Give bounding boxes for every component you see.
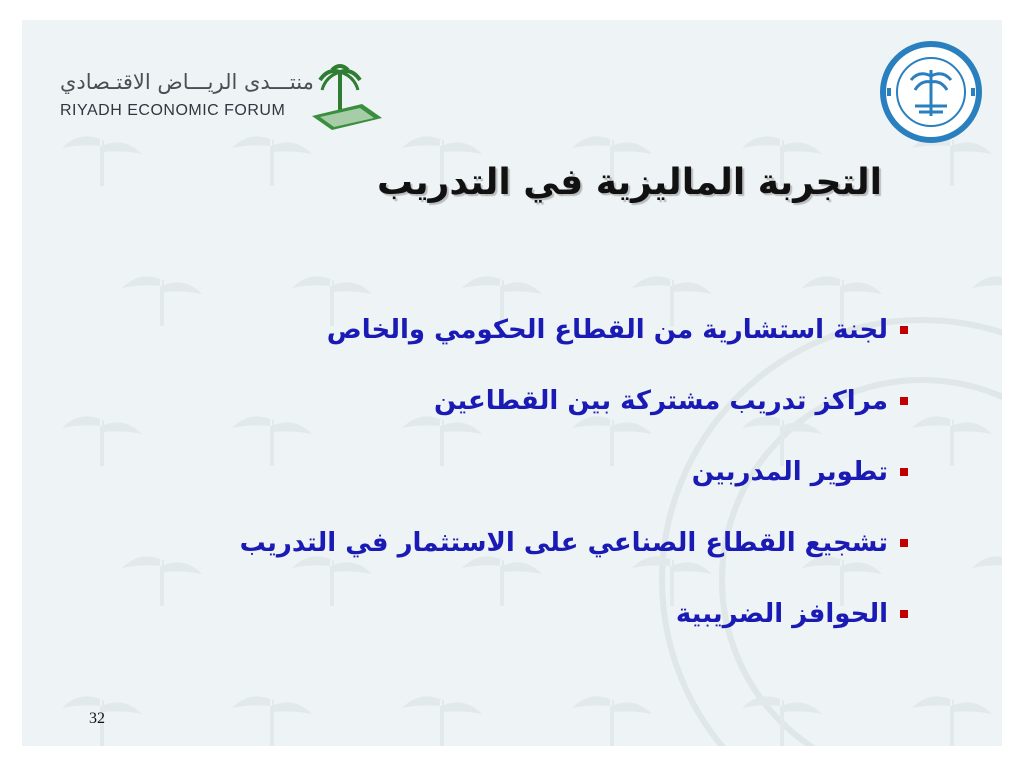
watermark-palm: [972, 556, 1002, 606]
square-bullet-icon: [900, 539, 908, 547]
bullet-text: مراكز تدريب مشتركة بين القطاعين: [434, 386, 888, 416]
watermark-palm: [62, 136, 142, 186]
watermark-palm: [232, 136, 312, 186]
chamber-seal-icon: [879, 40, 983, 144]
watermark-palm: [912, 416, 992, 466]
watermark-palm: [742, 696, 822, 746]
page-number: 32: [89, 710, 105, 727]
square-bullet-icon: [900, 610, 908, 618]
slide-frame: [22, 20, 1002, 746]
palm-tree-icon: [302, 60, 388, 132]
watermark-palm: [402, 696, 482, 746]
square-bullet-icon: [900, 397, 908, 405]
watermark-palm: [122, 276, 202, 326]
bullet-text: الحوافز الضريبية: [675, 599, 888, 629]
square-bullet-icon: [900, 326, 908, 334]
list-item: [240, 457, 908, 487]
forum-name-arabic: منتـــدى الريـــاض الاقتـصادي: [60, 70, 314, 94]
forum-name-english: RIYADH ECONOMIC FORUM: [60, 102, 286, 119]
slide-title: التجربة الماليزية في التدريب: [376, 162, 882, 203]
bullet-text: تشجيع القطاع الصناعي على الاستثمار في التدريب: [239, 528, 888, 558]
watermark-palm: [62, 416, 142, 466]
list-item: [240, 528, 908, 558]
list-item: [240, 315, 908, 345]
list-item: [240, 386, 908, 416]
bullet-text: تطوير المدربين: [691, 457, 888, 487]
watermark-palm: [232, 696, 312, 746]
square-bullet-icon: [900, 468, 908, 476]
watermark-palm: [912, 696, 992, 746]
watermark-palm: [572, 696, 652, 746]
watermark-palm: [122, 556, 202, 606]
bullet-text: لجنة استشارية من القطاع الحكومي والخاص: [326, 315, 888, 345]
list-item: [240, 599, 908, 629]
riyadh-economic-forum-logo: [40, 42, 380, 132]
bullet-list: [240, 315, 908, 670]
watermark-palm: [972, 276, 1002, 326]
